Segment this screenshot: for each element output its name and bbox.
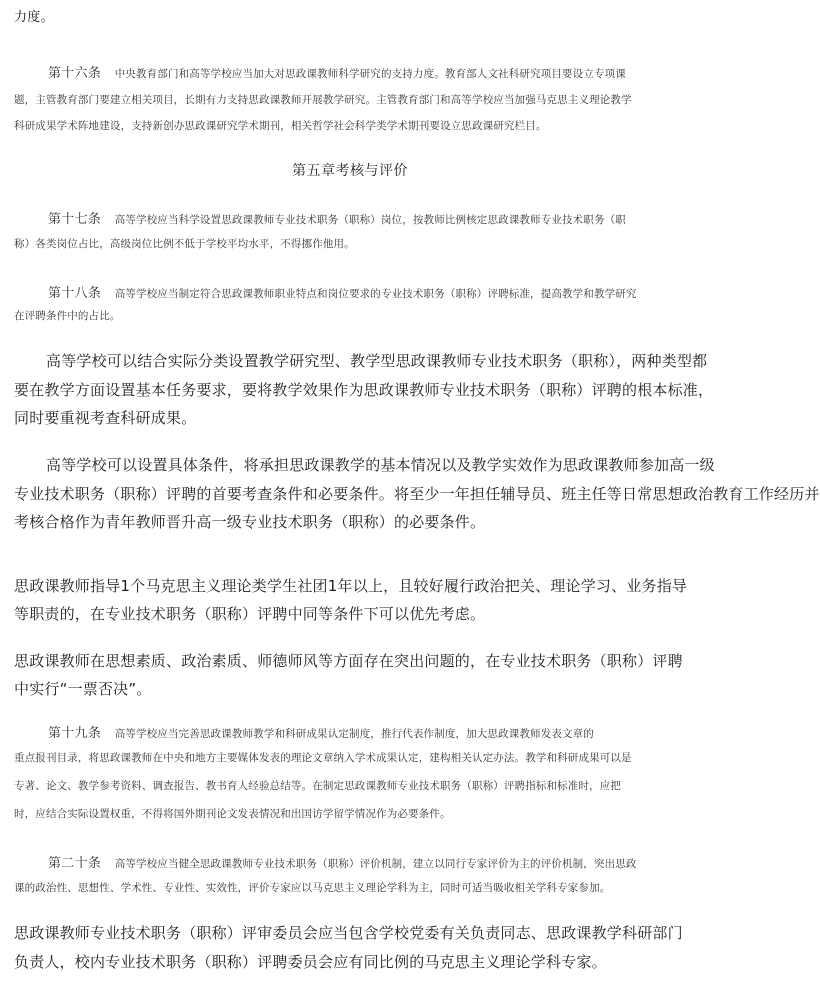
paragraph-a-line-1: 高等学校可以结合实际分类设置教学研究型、教学型思政课教师专业技术职务（职称），两种类型都 (46, 352, 708, 370)
article-18-text-line-2: 在评聘条件中的占比。 (14, 310, 121, 322)
paragraph-e-line-2: 负责人，校内专业技术职务（职称）评聘委员会应有同比例的马克思主义理论学科专家。 (14, 953, 607, 971)
paragraph-d-line-1: 思政课教师在思想素质、政治素质、师德师风等方面存在突出问题的，在专业技术职务（职称）评聘 (14, 652, 683, 670)
paragraph-b-line-1: 高等学校可以设置具体条件，将承担思政课教学的基本情况以及教学实效作为思政课教师参加高一级 (46, 456, 715, 474)
article-18-number: 第十八条 (48, 286, 102, 301)
article-20-text-line-1: 高等学校应当健全思政课教师专业技术职务（职称）评价机制，建立以同行专家评价为主的评价机制，突出思政 (114, 858, 637, 870)
article-16-first-line (48, 62, 626, 81)
article-19-number: 第十九条 (48, 726, 102, 741)
article-19-text-line-3: 专著、论文、教学参考资料、调查报告、教书育人经验总结等。在制定思政课教师专业技术职务（职称）评聘指标和标准时，应把 (14, 780, 622, 792)
article-16-number: 第十六条 (48, 66, 102, 81)
article-17-text-line-1: 高等学校应当科学设置思政课教师专业技术职务（职称）岗位，按教师比例核定思政课教师专业技术职务（职 (114, 214, 626, 226)
article-17-text-line-2: 称）各类岗位占比，高级岗位比例不低于学校平均水平，不得挪作他用。 (14, 238, 355, 250)
paragraph-c-line-1: 思政课教师指导1个马克思主义理论类学生社团1年以上，且较好履行政治把关、理论学习、业务指导 (14, 577, 688, 595)
paragraph-a-line-2: 要在教学方面设置基本任务要求，要将教学效果作为思政课教师专业技术职务（职称）评聘的根本标准， (14, 381, 714, 399)
article-20-first-line (48, 852, 637, 871)
article-18-first-line (48, 282, 637, 301)
paragraph-b-line-2: 专业技术职务（职称）评聘的首要考查条件和必要条件。将至少一年担任辅导员、班主任等日常思想政治教育工作经历并 (14, 485, 820, 503)
article-20-number: 第二十条 (48, 856, 102, 871)
paragraph-e-line-1: 思政课教师专业技术职务（职称）评审委员会应当包含学校党委有关负责同志、思政课教学科研部门 (14, 924, 683, 942)
article-20-text-line-2: 课的政治性、思想性、学术性、专业性、实效性，评价专家应以马克思主义理论学科为主，同时可适当吸收相关学科专家参加。 (14, 882, 611, 894)
article-19-text-line-4: 时，应结合实际设置权重，不得将国外期刊论文发表情况和出国访学留学情况作为必要条件。 (14, 808, 451, 820)
article-16-text-line-2: 题，主管教育部门要建立相关项目，长期有力支持思政课教师开展教学研究。主管教育部门和高等学校应当加强马克思主义理论教学 (14, 94, 632, 106)
top-fragment: 力度。 (14, 10, 54, 25)
article-19-first-line (48, 722, 594, 741)
article-18-text-line-1: 高等学校应当制定符合思政课教师职业特点和岗位要求的专业技术职务（职称）评聘标准，提高教学和教学研究 (114, 288, 637, 300)
paragraph-c-line-2: 等职责的，在专业技术职务（职称）评聘中同等条件下可以优先考虑。 (14, 605, 486, 623)
article-19-text-line-2: 重点报刊目录，将思政课教师在中央和地方主要媒体发表的理论文章纳入学术成果认定，建构相关认定办法。教学和科研成果可以是 (14, 752, 632, 764)
chapter-title: 第五章考核与评价 (292, 163, 408, 179)
paragraph-b-line-3: 考核合格作为青年教师晋升高一级专业技术职务（职称）的必要条件。 (14, 513, 486, 531)
article-16-text-line-1: 中央教育部门和高等学校应当加大对思政课教师科学研究的支持力度。教育部人文社科研究项目要设立专项课 (114, 68, 626, 80)
article-16-text-line-3: 科研成果学术阵地建设，支持新创办思政课研究学术期刊，相关哲学社会科学类学术期刊要设立思政课研究栏目。 (14, 120, 547, 132)
paragraph-d-line-2: 中实行“一票否决”。 (14, 680, 152, 698)
article-17-first-line (48, 208, 626, 227)
paragraph-a-line-3: 同时要重视考查科研成果。 (14, 409, 197, 427)
article-19-text-line-1: 高等学校应当完善思政课教师教学和科研成果认定制度，推行代表作制度，加大思政课教师发表文章的 (114, 728, 594, 740)
article-17-number: 第十七条 (48, 212, 102, 227)
